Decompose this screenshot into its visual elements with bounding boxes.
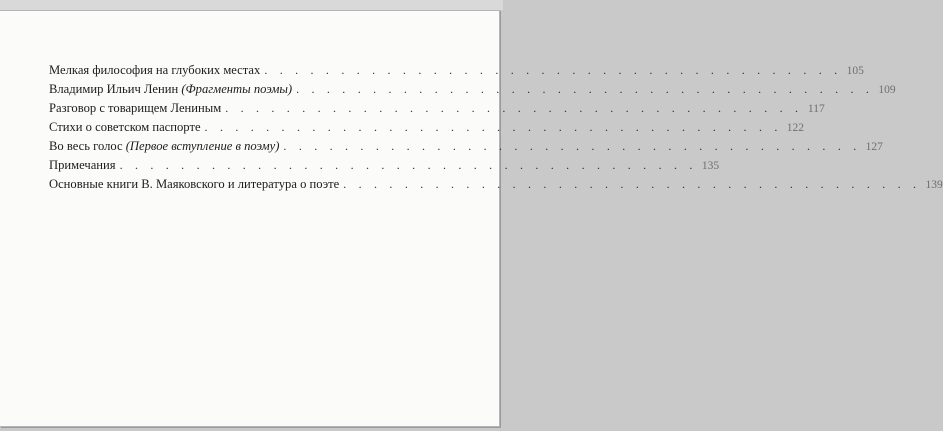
toc-entry-title-main: Владимир Ильич Ленин bbox=[49, 82, 179, 96]
toc-entry-title-main: Во весь голос bbox=[49, 139, 123, 153]
table-of-contents bbox=[49, 63, 943, 196]
toc-entry bbox=[49, 177, 943, 196]
toc-entry-title bbox=[49, 82, 292, 97]
toc-entry bbox=[49, 120, 805, 139]
toc-entry-page: 135 bbox=[701, 160, 720, 172]
toc-dot-leader: . . . . . . . . . . . . . . . . . . . . . . . . . . . . . . . . . . . . . . bbox=[119, 158, 698, 172]
toc-dot-leader: . . . . . . . . . . . . . . . . . . . . . . . . . . . . . . . . . . . . . . bbox=[264, 63, 842, 77]
toc-entry bbox=[49, 63, 864, 82]
toc-entry-page: 105 bbox=[846, 65, 864, 77]
toc-entry bbox=[49, 101, 825, 120]
toc-entry-title: Примечания bbox=[49, 158, 116, 172]
toc-entry bbox=[49, 139, 883, 158]
toc-entry-page: 127 bbox=[865, 141, 883, 153]
toc-entry-subtitle: (Первое вступление в поэму) bbox=[125, 139, 280, 153]
toc-entry-title: Стихи о советском паспорте bbox=[49, 120, 201, 134]
toc-entry-title: Мелкая философия на глубоких местах bbox=[49, 63, 261, 77]
toc-dot-leader: . . . . . . . . . . . . . . . . . . . . . . . . . . . . . . . . . . . . . . bbox=[296, 82, 874, 96]
toc-entry-title: Разговор с товарищем Лениным bbox=[49, 101, 222, 115]
toc-dot-leader: . . . . . . . . . . . . . . . . . . . . . . . . . . . . . . . . . . . . . . bbox=[204, 120, 783, 134]
toc-entry bbox=[49, 82, 896, 101]
toc-dot-leader: . . . . . . . . . . . . . . . . . . . . . . . . . . . . . . . . . . . . . . bbox=[283, 139, 861, 153]
toc-entry-page: 122 bbox=[786, 122, 805, 134]
toc-entry-page: 139 bbox=[925, 179, 943, 191]
toc-entry-subtitle: (Фрагменты поэмы) bbox=[181, 82, 293, 96]
book-page bbox=[0, 10, 943, 427]
toc-entry bbox=[49, 158, 720, 177]
toc-entry-page: 117 bbox=[807, 103, 825, 115]
toc-dot-leader: . . . . . . . . . . . . . . . . . . . . . . . . . . . . . . . . . . . . . . bbox=[343, 177, 921, 191]
scan-background bbox=[0, 0, 503, 10]
toc-entry-title: Основные книги В. Маяковского и литература о поэте bbox=[49, 177, 340, 191]
toc-entry-title bbox=[49, 139, 279, 154]
toc-dot-leader: . . . . . . . . . . . . . . . . . . . . . . . . . . . . . . . . . . . . . . bbox=[225, 101, 803, 115]
toc-entry-page: 109 bbox=[878, 84, 896, 96]
